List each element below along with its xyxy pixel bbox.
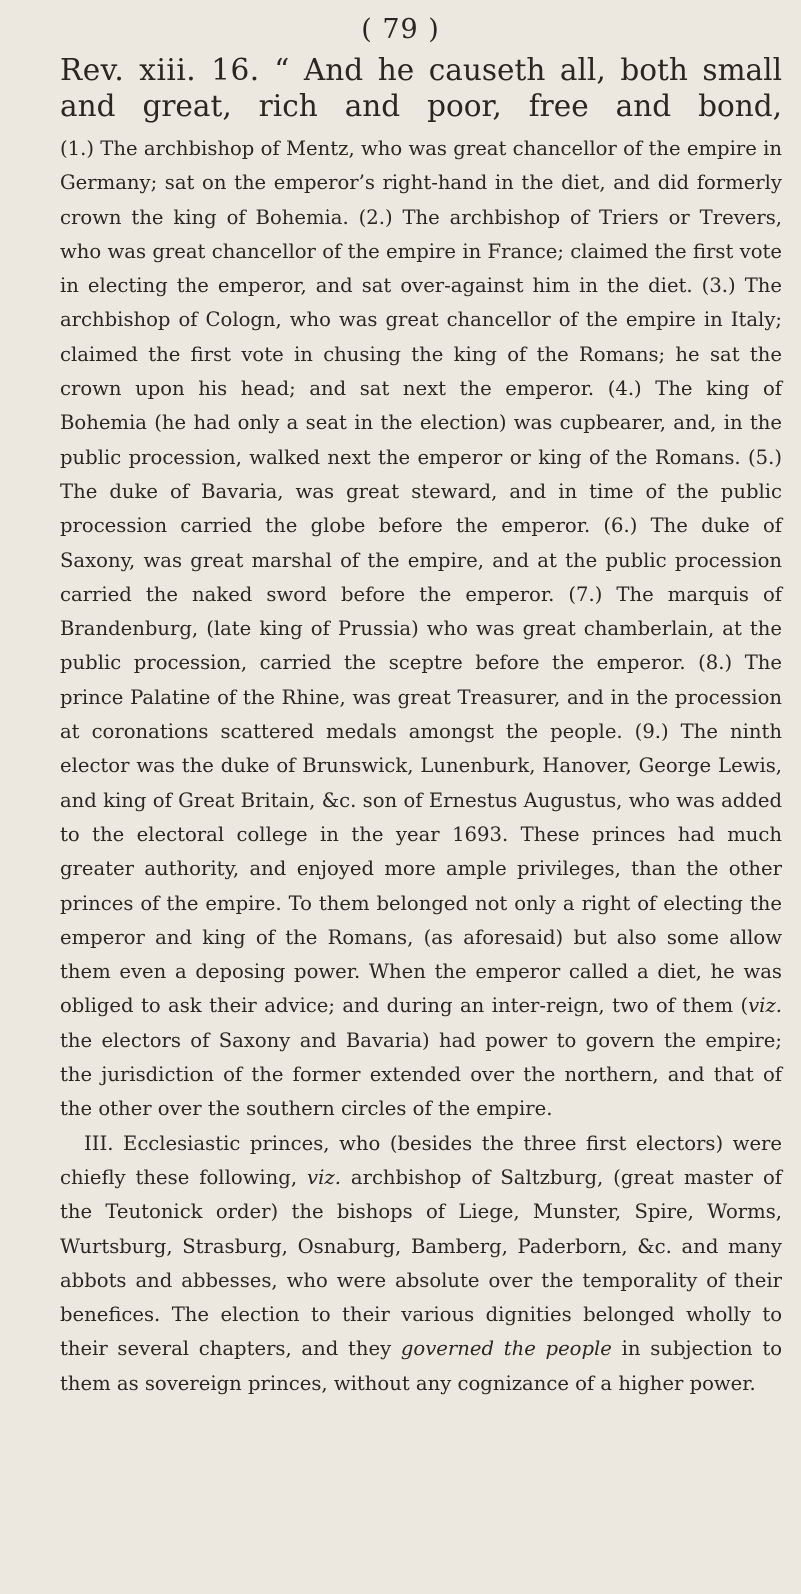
paragraph-electors-text-2: the electors of Saxony and Bavaria) had power to govern the empire; the jurisdiction of the former extended over the northern, and that of the other over the southern circles of the empire. [60, 1028, 782, 1121]
viz-abbreviation: viz. [748, 994, 782, 1018]
emphasis-text: governed the people [400, 1337, 612, 1361]
scripture-heading [60, 52, 782, 124]
paragraph-ecclesiastic-text-3: in subjection to them as sovereign princes, without any cognizance of a higher power. [60, 1337, 782, 1395]
paragraph-ecclesiastic-text-2: archbishop of Saltzburg, (great master of the Teutonick order) the bishops of Liege, Munster, Spire, Worms, Wurtsburg, Strasburg, Osnaburg, Bamberg, Paderborn, &c. and many abbots and abbesses, who were absolute over the temporality of their benefices. The election to their various dignities belonged wholly to their several chapters, and they [60, 1165, 783, 1361]
paragraph-electors [60, 132, 782, 1127]
body-text [60, 132, 782, 1401]
paragraph-ecclesiastic-text-1: III. Ecclesiastic princes, who (besides the three first electors) were chiefly these following, [60, 1131, 782, 1189]
scripture-reference: Rev. xiii. 16. [60, 53, 260, 87]
paragraph-ecclesiastic-princes [60, 1127, 782, 1401]
page-number: ( 79 ) [361, 14, 440, 45]
paragraph-electors-text-1: (1.) The archbishop of Mentz, who was great chancellor of the empire in Germany; sat on the emperor’s right-hand in the diet, and did formerly crown the king of Bohemia. (2.) The archbishop of Triers or Trevers, who was great chancellor of the empire in France; claimed the first vote in electing the emperor, and sat over-against him in the diet. (3.) The archbishop of Cologn, who was great chancellor of the empire in Italy; claimed the first vote in chusing the king of the Romans; he sat the crown upon his head; and sat next the emperor. (4.) The king of Bohemia (he had only a seat in the election) was cupbearer, and, in the public procession, walked next the emperor or king of the Romans. (5.) The duke of Bavaria, was great steward, and in time of the public procession carried the globe before the emperor. (6.) The duke of Saxony, was great marshal of the empire, and at the public procession carried the naked sword before the emperor. (7.) The marquis of Brandenburg, (late king of Prussia) who was great chamberlain, at the public procession, carried the sceptre before the emperor. (8.) The prince Palatine of the Rhine, was great Treasurer, and in the procession at coronations scattered medals amongst the people. (9.) The ninth elector was the duke of Brunswick, Lunenburk, Hanover, George Lewis, and king of Great Britain, &c. son of Ernestus Augustus, who was added to the electoral college in the year 1693. These princes had much greater authority, and enjoyed more ample privileges, than the other princes of the empire. To them belonged not only a right of electing the emperor and king of the Romans, (as aforesaid) but also some allow them even a deposing power. When the emperor called a diet, he was obliged to ask their advice; and during an inter-reign, two of them ( [60, 137, 782, 1018]
scripture-quote: “ And he causeth all, both small and great, rich and poor, free and bond, [60, 53, 783, 123]
viz-abbreviation: viz. [307, 1165, 341, 1189]
